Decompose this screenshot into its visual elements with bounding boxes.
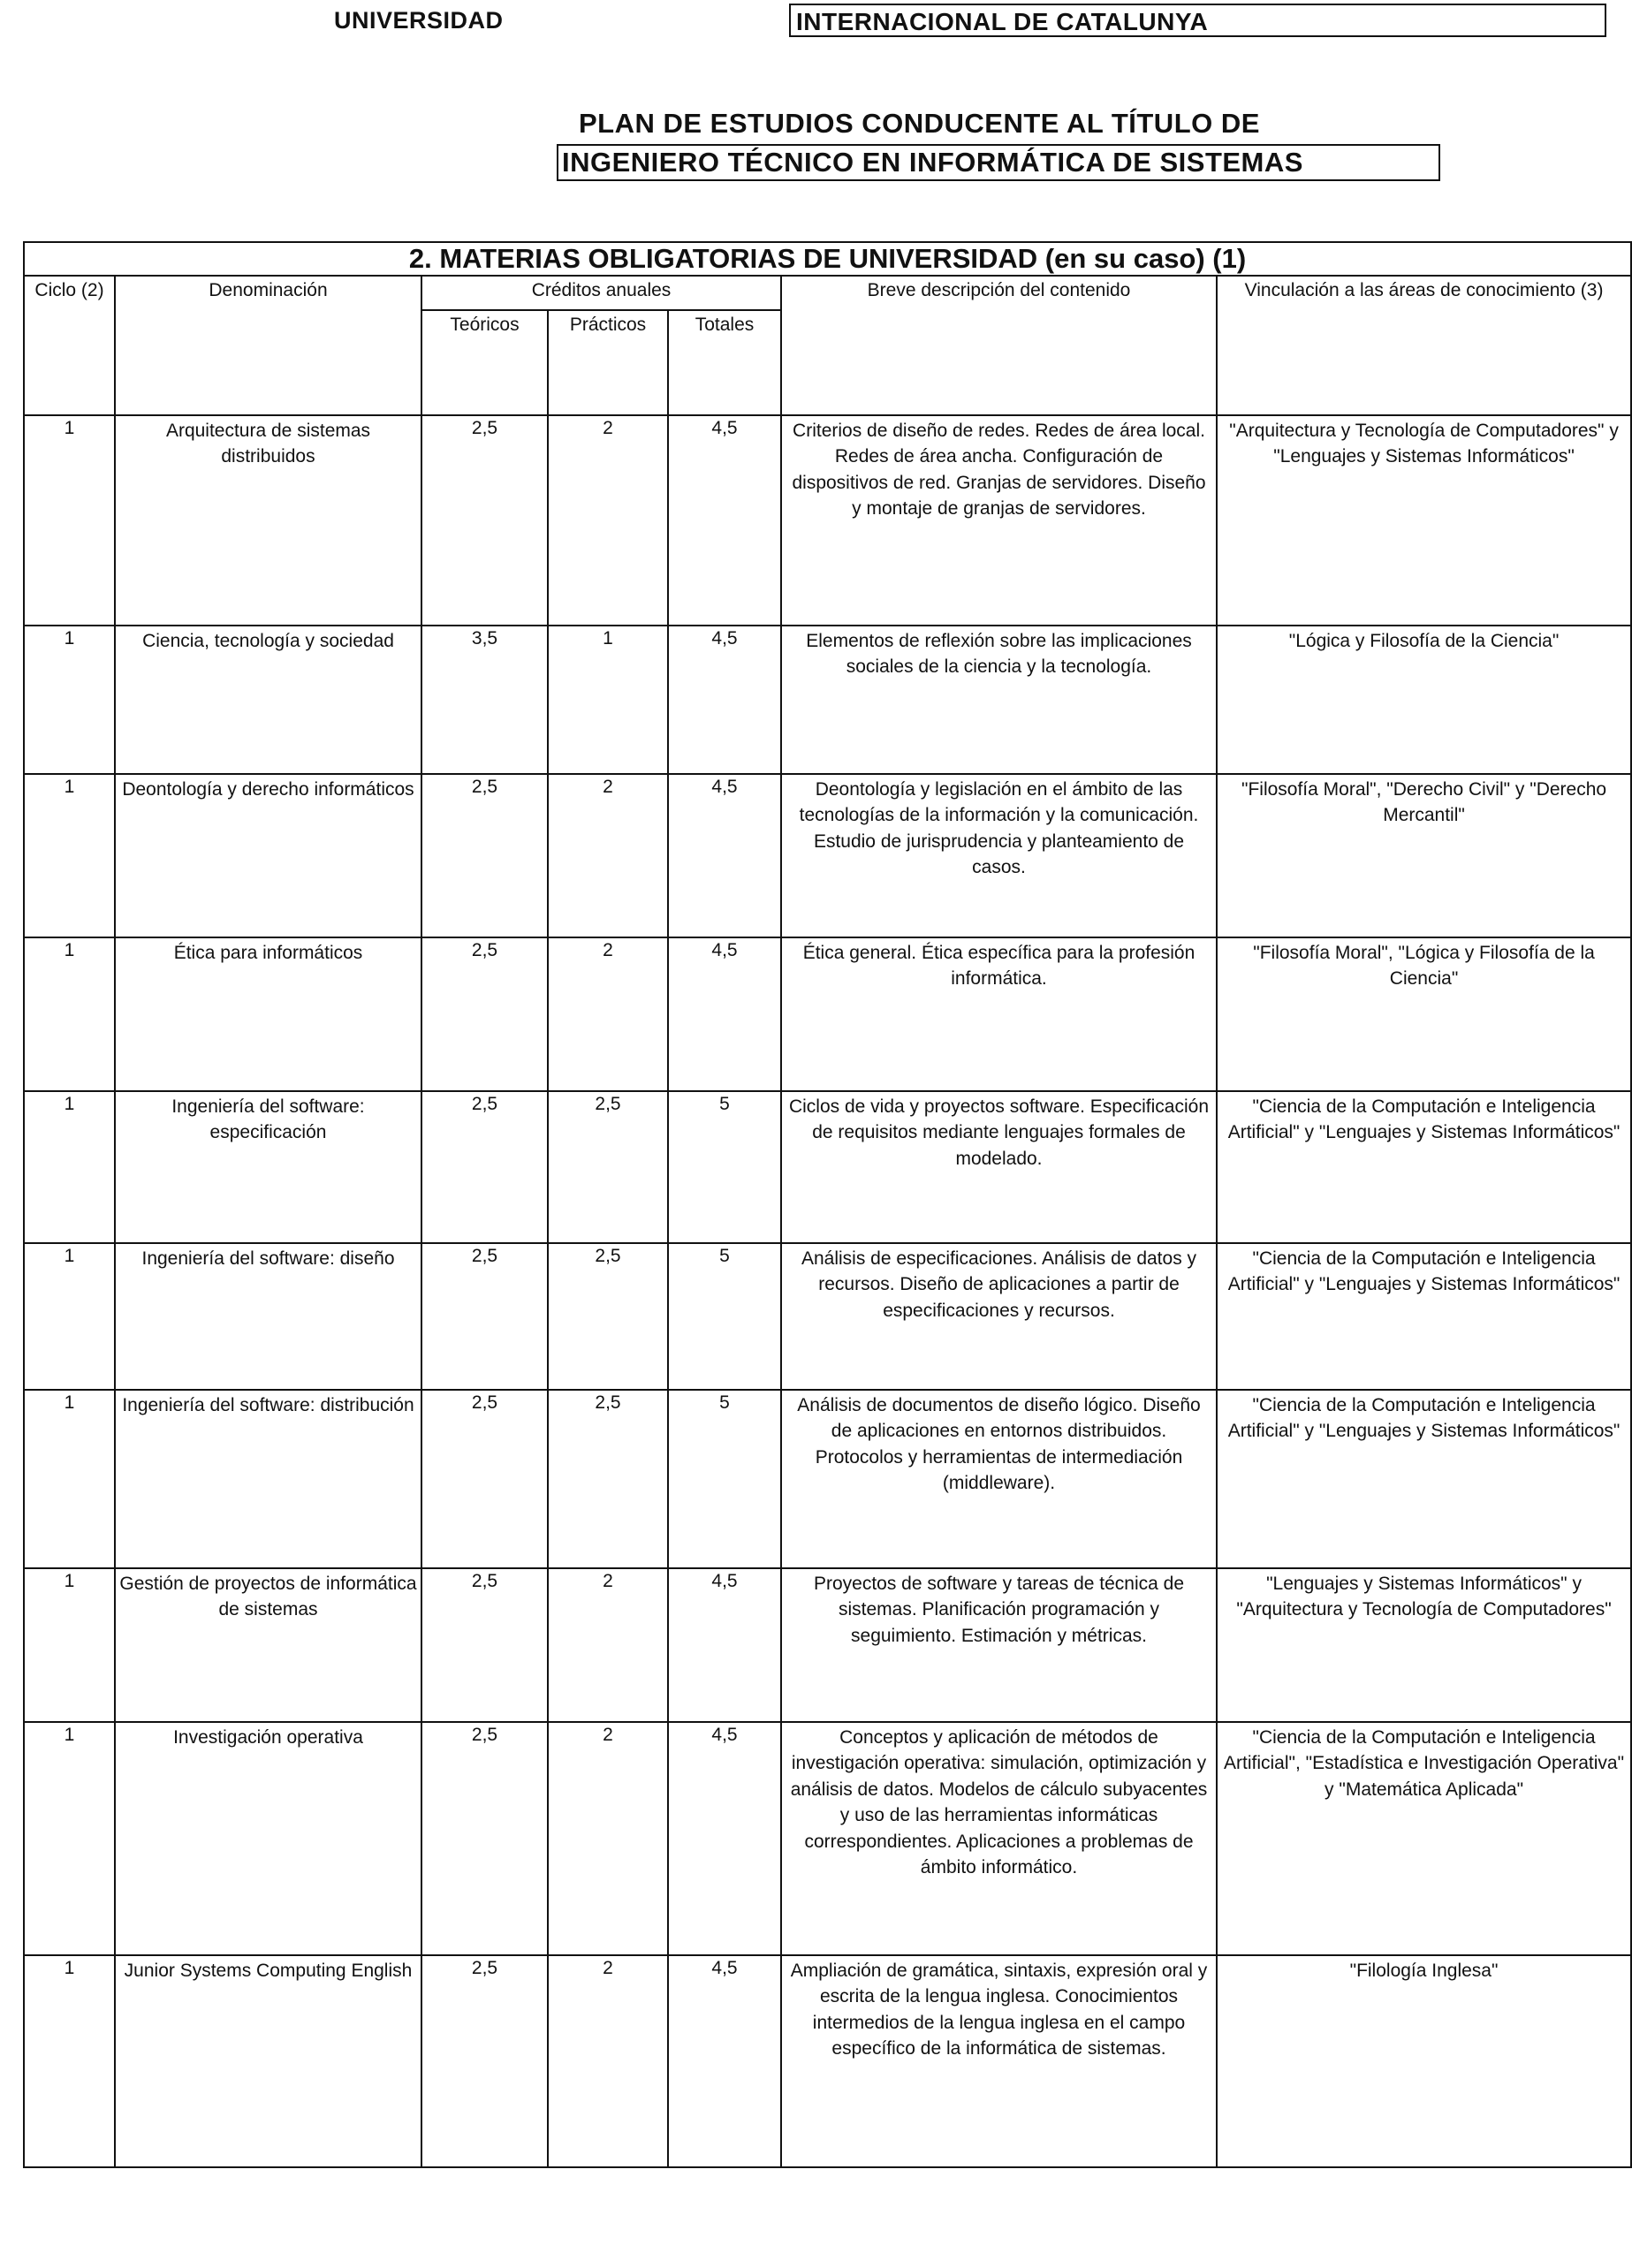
header-ciclo: Ciclo (2) — [24, 276, 115, 415]
cell-denominacion: Gestión de proyectos de informática de sistemas — [115, 1568, 421, 1722]
cell-ciclo: 1 — [24, 626, 115, 774]
cell-ciclo: 1 — [24, 1243, 115, 1390]
cell-totales: 5 — [668, 1243, 781, 1390]
cell-ciclo: 1 — [24, 415, 115, 626]
cell-vinculacion: "Ciencia de la Computación e Inteligencia Artificial" y "Lenguajes y Sistemas Informáticos" — [1217, 1243, 1631, 1390]
header-teoricos: Teóricos — [421, 310, 548, 415]
cell-ciclo: 1 — [24, 774, 115, 937]
cell-teoricos: 2,5 — [421, 774, 548, 937]
table-row — [24, 1091, 1631, 1243]
cell-vinculacion: "Filología Inglesa" — [1217, 1955, 1631, 2167]
cell-denominacion: Deontología y derecho informáticos — [115, 774, 421, 937]
cell-teoricos: 2,5 — [421, 1722, 548, 1955]
cell-practicos: 2 — [548, 1722, 668, 1955]
cell-practicos: 2,5 — [548, 1091, 668, 1243]
cell-totales: 4,5 — [668, 774, 781, 937]
cell-practicos: 2 — [548, 774, 668, 937]
cell-practicos: 2,5 — [548, 1390, 668, 1568]
cell-vinculacion: "Filosofía Moral", "Derecho Civil" y "Derecho Mercantil" — [1217, 774, 1631, 937]
cell-totales: 4,5 — [668, 1722, 781, 1955]
header-totales: Totales — [668, 310, 781, 415]
cell-practicos: 2 — [548, 415, 668, 626]
cell-teoricos: 2,5 — [421, 937, 548, 1091]
cell-ciclo: 1 — [24, 1722, 115, 1955]
header-descripcion: Breve descripción del contenido — [781, 276, 1217, 415]
cell-ciclo: 1 — [24, 1091, 115, 1243]
cell-practicos: 2,5 — [548, 1243, 668, 1390]
cell-denominacion: Ciencia, tecnología y sociedad — [115, 626, 421, 774]
cell-totales: 4,5 — [668, 626, 781, 774]
cell-teoricos: 2,5 — [421, 1955, 548, 2167]
cell-denominacion: Ingeniería del software: diseño — [115, 1243, 421, 1390]
cell-teoricos: 3,5 — [421, 626, 548, 774]
table-row — [24, 626, 1631, 774]
cell-descripcion: Criterios de diseño de redes. Redes de área local. Redes de área ancha. Configuración de dispositivos de red. Granjas de servidores. Diseño y montaje de granjas de servidores. — [781, 415, 1217, 626]
cell-denominacion: Arquitectura de sistemas distribuidos — [115, 415, 421, 626]
university-name: INTERNACIONAL DE CATALUNYA — [789, 4, 1606, 37]
cell-practicos: 1 — [548, 626, 668, 774]
cell-denominacion: Ingeniería del software: distribución — [115, 1390, 421, 1568]
table-row — [24, 774, 1631, 937]
cell-descripcion: Análisis de especificaciones. Análisis de datos y recursos. Diseño de aplicaciones a partir de especificaciones y recursos. — [781, 1243, 1217, 1390]
cell-descripcion: Deontología y legislación en el ámbito de las tecnologías de la información y la comunicación. Estudio de jurisprudencia y planteamiento de casos. — [781, 774, 1217, 937]
cell-teoricos: 2,5 — [421, 415, 548, 626]
university-label: UNIVERSIDAD — [334, 7, 504, 34]
cell-totales: 4,5 — [668, 937, 781, 1091]
cell-vinculacion: "Ciencia de la Computación e Inteligencia Artificial" y "Lenguajes y Sistemas Informáticos" — [1217, 1390, 1631, 1568]
cell-practicos: 2 — [548, 1568, 668, 1722]
cell-descripcion: Conceptos y aplicación de métodos de investigación operativa: simulación, optimización y análisis de datos. Modelos de cálculo subyacentes y uso de las herramientas informáticas correspondientes. Aplicaciones a problemas de ámbito informático. — [781, 1722, 1217, 1955]
cell-ciclo: 1 — [24, 937, 115, 1091]
degree-title: INGENIERO TÉCNICO EN INFORMÁTICA DE SISTEMAS — [557, 144, 1440, 181]
cell-ciclo: 1 — [24, 1390, 115, 1568]
header-denominacion: Denominación — [115, 276, 421, 415]
cell-descripcion: Análisis de documentos de diseño lógico. Diseño de aplicaciones en entornos distribuidos. Protocolos y herramientas de intermediación (middleware). — [781, 1390, 1217, 1568]
table-row — [24, 1955, 1631, 2167]
table-title: 2. MATERIAS OBLIGATORIAS DE UNIVERSIDAD (en su caso) (1) — [24, 242, 1631, 276]
table-row — [24, 1568, 1631, 1722]
cell-vinculacion: "Arquitectura y Tecnología de Computadores" y "Lenguajes y Sistemas Informáticos" — [1217, 415, 1631, 626]
cell-descripcion: Ética general. Ética específica para la profesión informática. — [781, 937, 1217, 1091]
cell-denominacion: Ingeniería del software: especificación — [115, 1091, 421, 1243]
cell-teoricos: 2,5 — [421, 1243, 548, 1390]
cell-denominacion: Ética para informáticos — [115, 937, 421, 1091]
subjects-table — [23, 241, 1632, 2168]
cell-totales: 5 — [668, 1091, 781, 1243]
cell-teoricos: 2,5 — [421, 1390, 548, 1568]
cell-descripcion: Proyectos de software y tareas de técnica de sistemas. Planificación programación y seguimiento. Estimación y métricas. — [781, 1568, 1217, 1722]
cell-practicos: 2 — [548, 1955, 668, 2167]
cell-vinculacion: "Lógica y Filosofía de la Ciencia" — [1217, 626, 1631, 774]
table-row — [24, 1243, 1631, 1390]
cell-descripcion: Ampliación de gramática, sintaxis, expresión oral y escrita de la lengua inglesa. Conocimientos intermedios de la lengua inglesa en el campo específico de la informática de sistemas. — [781, 1955, 1217, 2167]
plan-title: PLAN DE ESTUDIOS CONDUCENTE AL TÍTULO DE — [579, 108, 1260, 139]
cell-ciclo: 1 — [24, 1568, 115, 1722]
cell-practicos: 2 — [548, 937, 668, 1091]
header-creditos: Créditos anuales — [421, 276, 781, 310]
table-row — [24, 415, 1631, 626]
cell-totales: 4,5 — [668, 1568, 781, 1722]
cell-totales: 4,5 — [668, 1955, 781, 2167]
cell-totales: 5 — [668, 1390, 781, 1568]
cell-vinculacion: "Lenguajes y Sistemas Informáticos" y "Arquitectura y Tecnología de Computadores" — [1217, 1568, 1631, 1722]
cell-vinculacion: "Ciencia de la Computación e Inteligencia Artificial" y "Lenguajes y Sistemas Informáticos" — [1217, 1091, 1631, 1243]
cell-ciclo: 1 — [24, 1955, 115, 2167]
cell-denominacion: Junior Systems Computing English — [115, 1955, 421, 2167]
table-row — [24, 1722, 1631, 1955]
table-row — [24, 937, 1631, 1091]
header-practicos: Prácticos — [548, 310, 668, 415]
cell-vinculacion: "Ciencia de la Computación e Inteligencia Artificial", "Estadística e Investigación Operativa" y "Matemática Aplicada" — [1217, 1722, 1631, 1955]
table-row — [24, 1390, 1631, 1568]
cell-totales: 4,5 — [668, 415, 781, 626]
cell-vinculacion: "Filosofía Moral", "Lógica y Filosofía de la Ciencia" — [1217, 937, 1631, 1091]
cell-teoricos: 2,5 — [421, 1568, 548, 1722]
cell-descripcion: Ciclos de vida y proyectos software. Especificación de requisitos mediante lenguajes formales de modelado. — [781, 1091, 1217, 1243]
cell-teoricos: 2,5 — [421, 1091, 548, 1243]
cell-denominacion: Investigación operativa — [115, 1722, 421, 1955]
cell-descripcion: Elementos de reflexión sobre las implicaciones sociales de la ciencia y la tecnología. — [781, 626, 1217, 774]
header-vinculacion: Vinculación a las áreas de conocimiento (3) — [1217, 276, 1631, 415]
